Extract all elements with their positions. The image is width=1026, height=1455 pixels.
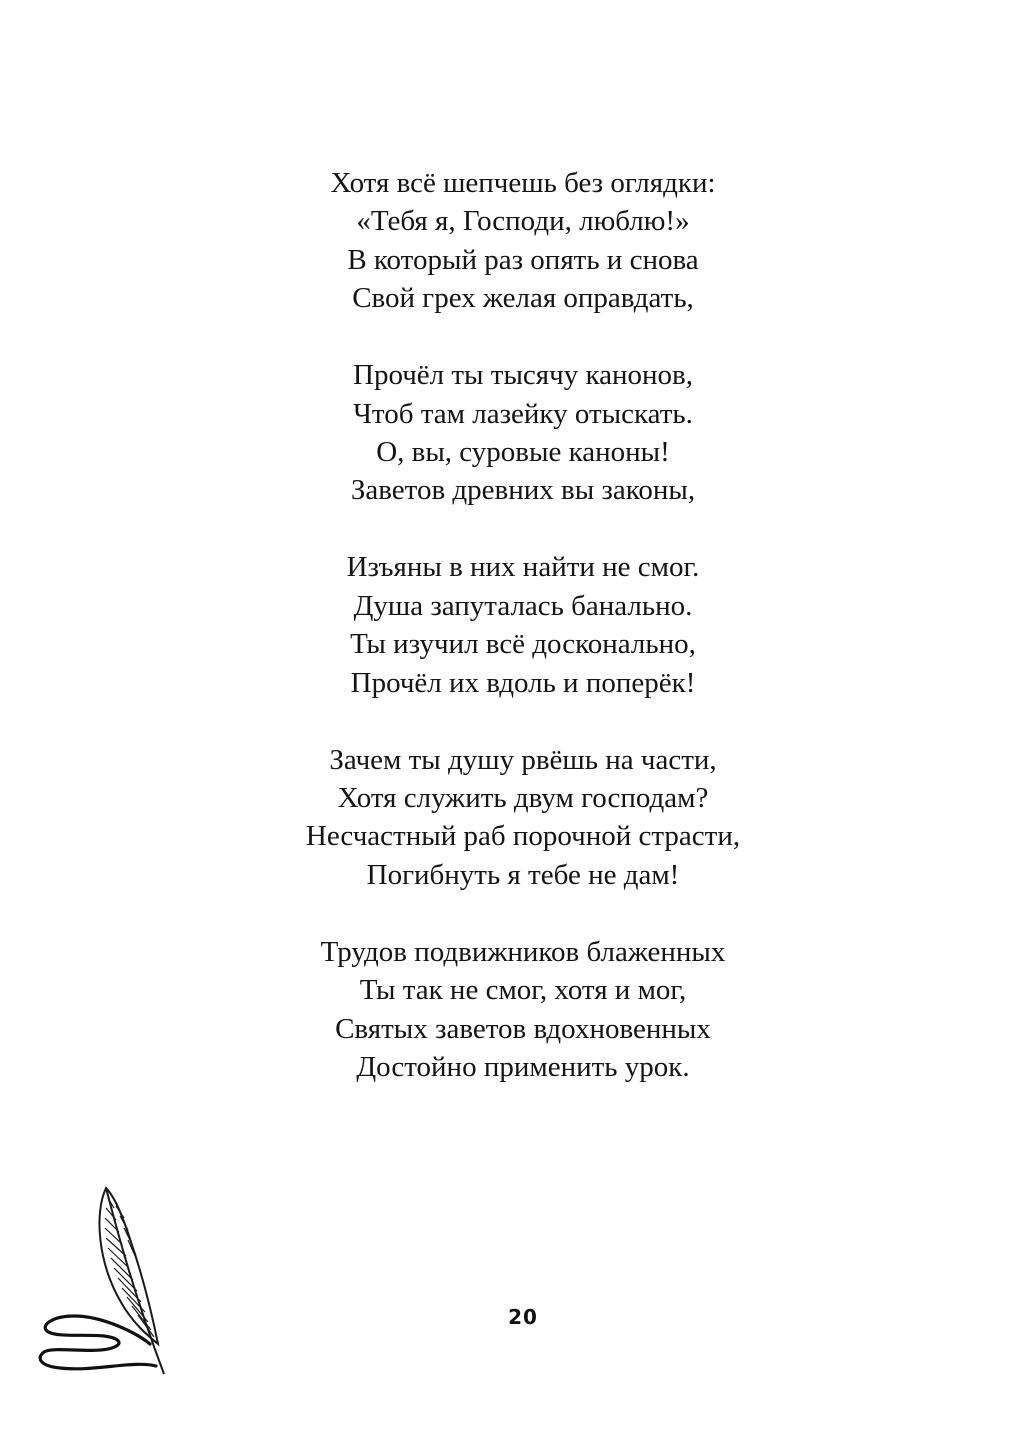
poem-line: Достойно применить урок. bbox=[356, 1051, 690, 1084]
poem-line: Свой грех желая оправдать, bbox=[352, 282, 694, 315]
poem bbox=[0, 164, 1026, 1087]
stanza-1 bbox=[0, 164, 1026, 318]
stanza-4 bbox=[0, 741, 1026, 895]
poem-line: Зачем ты душу рвёшь на части, bbox=[329, 743, 717, 776]
page-number: 20 bbox=[508, 1305, 538, 1329]
poem-line: Хотя служить двум господам? bbox=[337, 782, 709, 815]
poem-line: Чтоб там лазейку отыскать. bbox=[353, 397, 693, 430]
poem-line: Трудов подвижников блаженных bbox=[320, 935, 726, 968]
poem-line: Ты изучил всё досконально, bbox=[350, 628, 696, 661]
poem-line: Прочёл их вдоль и поперёк! bbox=[350, 666, 696, 699]
poem-line: Душа запуталась банально. bbox=[353, 589, 693, 622]
poem-line: «Тебя я, Господи, люблю!» bbox=[356, 205, 690, 238]
poem-line: Заветов древних вы законы, bbox=[350, 474, 696, 507]
poem-line: Ты так не смог, хотя и мог, bbox=[359, 974, 687, 1007]
stanza-2 bbox=[0, 356, 1026, 510]
quill-pen-icon bbox=[34, 1184, 174, 1384]
poem-line: Хотя всё шепчешь без оглядки: bbox=[330, 167, 716, 199]
poem-line: Несчастный раб порочной страсти, bbox=[305, 820, 741, 853]
poem-line: Прочёл ты тысячу канонов, bbox=[353, 359, 693, 392]
poem-line: Изъяны в них найти не смог. bbox=[346, 551, 700, 584]
stanza-5 bbox=[0, 933, 1026, 1087]
poem-line: Святых заветов вдохновенных bbox=[335, 1012, 711, 1045]
poem-line: В который раз опять и снова bbox=[347, 243, 699, 276]
stanza-3 bbox=[0, 548, 1026, 702]
poem-line: Погибнуть я тебе не дам! bbox=[366, 858, 680, 891]
poem-line: О, вы, суровые каноны! bbox=[376, 436, 670, 469]
